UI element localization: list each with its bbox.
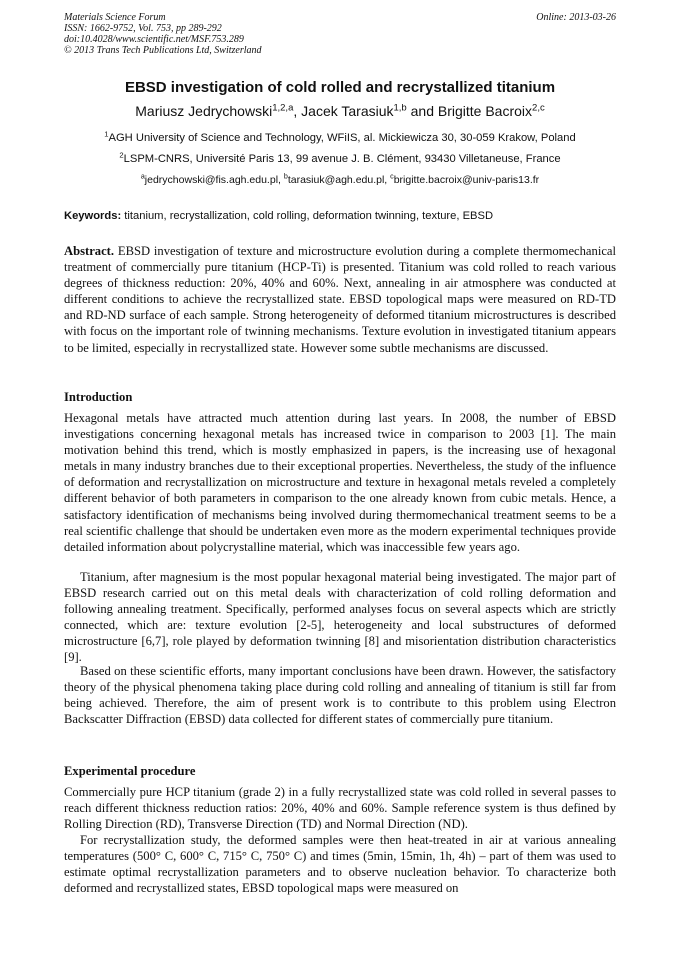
issn-line: ISSN: 1662-9752, Vol. 753, pp 289-292	[64, 23, 222, 34]
journal-name: Materials Science Forum	[64, 12, 166, 23]
email-address: brigitte.bacroix@univ-paris13.fr	[393, 174, 540, 186]
email-address: tarasiuk@agh.edu.pl,	[287, 174, 391, 186]
affiliation-text: LSPM-CNRS, Université Paris 13, 99 avenue J. B. Clément, 93430 Villetaneuse, France	[123, 153, 561, 165]
keywords-label: Keywords:	[64, 210, 122, 222]
author-separator: ,	[293, 103, 302, 119]
copyright-line: © 2013 Trans Tech Publications Ltd, Switzerland	[64, 45, 262, 56]
introduction-paragraph: Hexagonal metals have attracted much attention during last years. In 2008, the number of EBSD investigations concerning hexagonal metals has increased twice in comparison to 2003 [1]. The main motivation behind this trend, which is mostly emphasized in papers, is the increasing use of hexagonal metals in many industry branches due to their exceptional properties. Nevertheless, the study of the influence of deformation and recrystallization on microstructure and texture in hexagonal metals reveled a completely different behavior of both parameters in comparison to the one already known from cubic metals. Hence, a satisfactory identification of mechanisms being involved during thermomechanical treatment seems to be a real scientific challenge that should be undertaken even more as the modern experimental techniques provide detailed information about polycrystalline material, which was inaccessible few years ago.	[64, 411, 616, 554]
author-list	[64, 102, 616, 120]
section-heading-introduction: Introduction	[64, 390, 133, 404]
author-superscript: 1,b	[393, 102, 407, 114]
keywords	[64, 209, 616, 223]
online-date: Online: 2013-03-26	[536, 12, 616, 23]
author-name: Brigitte Bacroix	[437, 103, 533, 119]
affiliation-1	[64, 131, 616, 145]
introduction-paragraph: Based on these scientific efforts, many important conclusions have been drawn. However, the satisfactory theory of the physical phenomena taking place during cold rolling and annealing of titanium is still far from being achieved. Therefore, the aim of present work is to contribute to this problem using Electron Backscatter Diffraction (EBSD) data collected for different states of commercially pure titanium.	[64, 664, 616, 727]
paper-title: EBSD investigation of cold rolled and recrystallized titanium	[124, 79, 556, 96]
abstract	[64, 243, 616, 356]
author-name: Jacek Tarasiuk	[301, 103, 394, 119]
doi-line: doi:10.4028/www.scientific.net/MSF.753.289	[64, 34, 244, 45]
author-superscript: 1,2,a	[272, 102, 294, 114]
email-superscript: b	[283, 172, 288, 181]
introduction-paragraph: Titanium, after magnesium is the most popular hexagonal material being investigated. The major part of EBSD research carried out on this metal deals with characterization of cold rolling deformation and following annealing treatment. Specifically, performed analyses focus on several aspects which are strictly connected, which are: texture evolution [2-5], heterogeneity and local substructures of deformed microstructure [6,7], role played by deformation twinning [8] and misorientation distribution characteristics [9].	[64, 570, 616, 665]
email-superscript: a	[140, 172, 145, 181]
section-heading-experimental: Experimental procedure	[64, 764, 196, 778]
email-superscript: c	[390, 172, 394, 181]
author-emails	[64, 173, 616, 187]
experimental-paragraph: Commercially pure HCP titanium (grade 2) in a fully recrystallized state was cold rolled in several passes to reach different thickness reduction ratios: 20%, 40% and 60%. Sample reference system is thus defined by Rolling Direction (RD), Transverse Direction (TD) and Normal Direction (ND).	[64, 785, 616, 832]
keywords-text: titanium, recrystallization, cold rolling, deformation twinning, texture, EBSD	[121, 210, 494, 222]
affiliation-superscript: 2	[119, 150, 124, 160]
abstract-label: Abstract.	[64, 244, 115, 258]
abstract-text: EBSD investigation of texture and microstructure evolution during a complete thermomechanical treatment of commercially pure titanium (HCP-Ti) is presented. Titanium was cold rolled to reach various degrees of thickness reduction: 20%, 40% and 60%. Next, annealing in air atmosphere was conducted at different conditions to achieve the recrystallized state. EBSD topological maps were measured on RD-TD and RD-ND surface of each sample. Strong heterogeneity of deformed titanium microstructures is described with focus on the important role of twinning mechanisms. Texture evolution in investigated titanium appears to be limited, especially in recrystallized state. However some subtle mechanisms are discussed.	[64, 244, 616, 355]
journal-header	[64, 12, 616, 56]
affiliation-2	[64, 152, 616, 166]
experimental-paragraph: For recrystallization study, the deformed samples were then heat-treated in air at various annealing temperatures (500° C, 600° C, 715° C, 750° C) and times (5min, 15min, 1h, 4h) – part of them was used to estimate optimal recrystallization parameters and to observe nucleation behavior. To characterize both deformed and recrystallized states, EBSD topological maps were measured on	[64, 833, 616, 896]
author-separator: and	[406, 103, 438, 119]
affiliation-text: AGH University of Science and Technology, WFiIS, al. Mickiewicza 30, 30-059 Krakow, Poland	[108, 132, 576, 144]
author-superscript: 2,c	[532, 102, 545, 114]
affiliation-superscript: 1	[104, 129, 109, 139]
email-address: jedrychowski@fis.agh.edu.pl,	[144, 174, 284, 186]
author-name: Mariusz Jedrychowski	[135, 103, 273, 119]
